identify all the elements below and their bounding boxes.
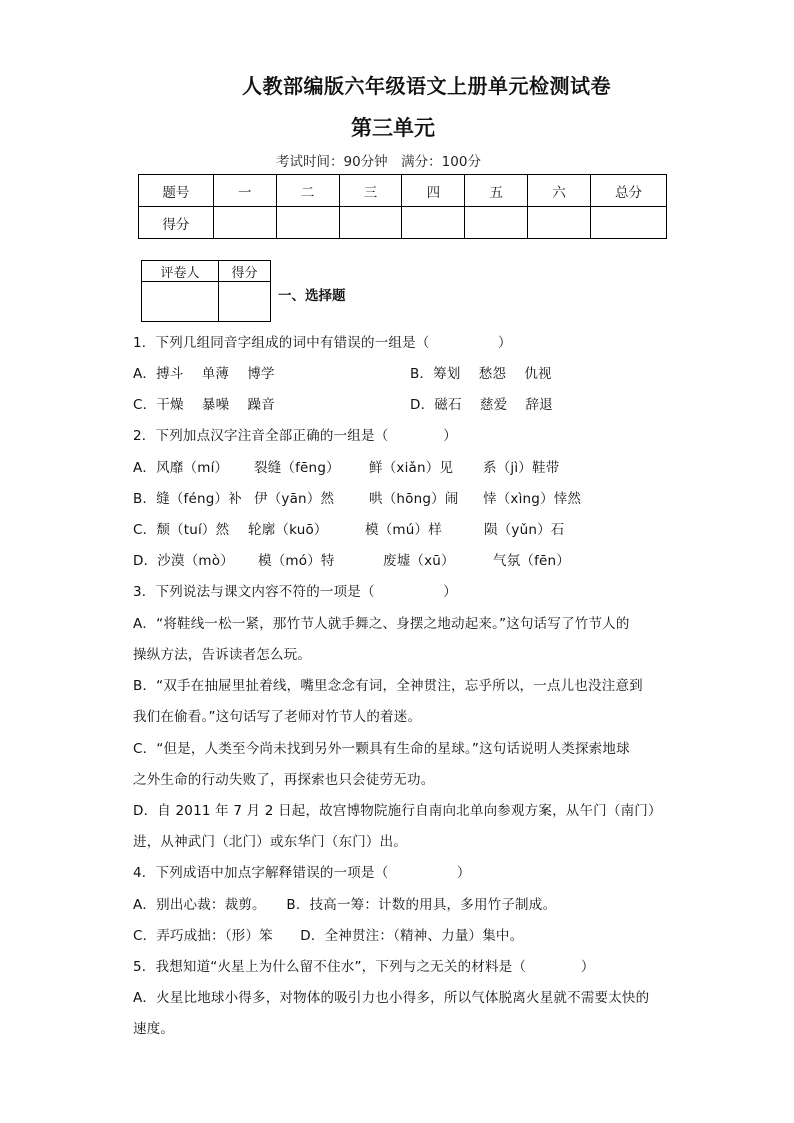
question-3-option-b-line-1: B．“双手在抽屉里扯着线，嘴里念念有词，全神贯注，忘乎所以，一点儿也没注意到 bbox=[133, 678, 643, 694]
section-title: 一、选择题 bbox=[278, 288, 346, 304]
question-2-option-d-1: D．沙漠（mò） bbox=[133, 553, 234, 569]
score-header-cell: 一 bbox=[213, 175, 276, 207]
question-3-option-a-line-2: 操纵方法，告诉读者怎么玩。 bbox=[133, 647, 312, 663]
score-blank-cell[interactable] bbox=[276, 207, 339, 239]
question-1-option-b: B．筹划 愁怨 仇视 bbox=[410, 366, 552, 382]
question-3-option-c-line-2: 之外生命的行动失败了，再探索也只会徒劳无功。 bbox=[133, 772, 435, 788]
question-2-option-b-3: 哄（hōng）闹 bbox=[369, 491, 459, 507]
score-blank-cell[interactable] bbox=[591, 207, 667, 239]
score-blank-cell[interactable] bbox=[465, 207, 528, 239]
grader-label: 评卷人 bbox=[142, 261, 219, 282]
question-4-options-ab: A．别出心裁：裁剪。 B．技高一筹：计数的用具，多用竹子制成。 bbox=[133, 897, 557, 913]
score-table bbox=[138, 174, 667, 239]
question-3-option-c-line-1: C．“但是，人类至今尚未找到另外一颗具有生命的星球。”这句话说明人类探索地球 bbox=[133, 741, 630, 757]
score-blank-cell[interactable] bbox=[339, 207, 402, 239]
question-4-stem: 4．下列成语中加点字解释错误的一项是（ ） bbox=[133, 865, 471, 881]
question-5-option-a-line-1: A．火星比地球小得多，对物体的吸引力也小得多，所以气体脱离火星就不需要太快的 bbox=[133, 990, 650, 1006]
exam-title: 人教部编版六年级语文上册单元检测试卷 bbox=[242, 74, 611, 98]
score-row-label: 得分 bbox=[139, 207, 214, 239]
question-3-option-b-line-2: 我们在偷看。”这句话写了老师对竹节人的着迷。 bbox=[133, 709, 422, 725]
exam-info: 考试时间：90分钟 满分：100分 bbox=[276, 154, 481, 170]
question-2-option-c-2: 轮廓（kuō） bbox=[248, 522, 328, 538]
question-2-option-a-1: A．风靡（mí） bbox=[133, 460, 229, 476]
score-blank-cell[interactable] bbox=[213, 207, 276, 239]
grader-blank-cell[interactable] bbox=[142, 282, 219, 322]
score-header-cell: 五 bbox=[465, 175, 528, 207]
question-2-option-b-4: 悻（xìng）悻然 bbox=[483, 491, 582, 507]
unit-title: 第三单元 bbox=[351, 115, 435, 140]
question-3-option-d-line-1: D．自 2011 年 7 月 2 日起，故宫博物院施行自南向北单向参观方案，从午门（南门） bbox=[133, 803, 662, 819]
score-header-cell: 三 bbox=[339, 175, 402, 207]
question-5-option-a-line-2: 速度。 bbox=[133, 1021, 175, 1037]
question-4-options-cd: C．弄巧成拙：（形）笨 D．全神贯注：（精神、力量）集中。 bbox=[133, 928, 524, 944]
question-1-stem: 1．下列几组同音字组成的词中有错误的一组是（ ） bbox=[133, 335, 512, 351]
score-blank-cell[interactable] bbox=[528, 207, 591, 239]
question-1-option-c: C．干燥 暴噪 躁音 bbox=[133, 397, 275, 413]
score-blank-cell[interactable] bbox=[402, 207, 465, 239]
grader-score-label: 得分 bbox=[219, 261, 271, 282]
score-header-cell: 总分 bbox=[591, 175, 667, 207]
score-header-cell: 六 bbox=[528, 175, 591, 207]
score-header-cell: 四 bbox=[402, 175, 465, 207]
score-table-header-row bbox=[139, 175, 667, 207]
question-2-option-d-2: 模（mó）特 bbox=[258, 553, 335, 569]
question-2-option-c-4: 陨（yǔn）石 bbox=[484, 522, 565, 538]
question-2-option-c-3: 模（mú）样 bbox=[365, 522, 442, 538]
question-3-option-a-line-1: A．“将鞋线一松一紧，那竹节人就手舞之、身摆之地动起来。”这句话写了竹节人的 bbox=[133, 616, 630, 632]
question-5-stem: 5．我想知道“火星上为什么留不住水”，下列与之无关的材料是（ ） bbox=[133, 959, 595, 975]
question-2-option-a-3: 鲜（xiǎn）见 bbox=[369, 460, 454, 476]
question-2-option-d-3: 废墟（xū） bbox=[383, 553, 455, 569]
question-3-stem: 3．下列说法与课文内容不符的一项是（ ） bbox=[133, 584, 457, 600]
question-2-option-a-4: 系（jì）鞋带 bbox=[483, 460, 560, 476]
grader-box bbox=[141, 260, 271, 322]
question-2-stem: 2．下列加点汉字注音全部正确的一组是（ ） bbox=[133, 428, 457, 444]
question-3-option-d-line-2: 进，从神武门（北门）或东华门（东门）出。 bbox=[133, 834, 407, 850]
question-1-option-a: A．搏斗 单薄 博学 bbox=[133, 366, 275, 382]
grader-blank-cell[interactable] bbox=[219, 282, 271, 322]
question-2-option-a-2: 裂缝（fēng） bbox=[254, 460, 340, 476]
score-header-cell: 二 bbox=[276, 175, 339, 207]
score-table-score-row bbox=[139, 207, 667, 239]
question-1-option-d: D．磁石 慈爱 辞退 bbox=[410, 397, 553, 413]
question-2-option-d-4: 气氛（fēn） bbox=[493, 553, 571, 569]
question-2-option-b-2: 伊（yān）然 bbox=[254, 491, 335, 507]
score-header-cell: 题号 bbox=[139, 175, 214, 207]
question-2-option-b-1: B．缝（féng）补 bbox=[133, 491, 242, 507]
question-2-option-c-1: C．颓（tuí）然 bbox=[133, 522, 230, 538]
